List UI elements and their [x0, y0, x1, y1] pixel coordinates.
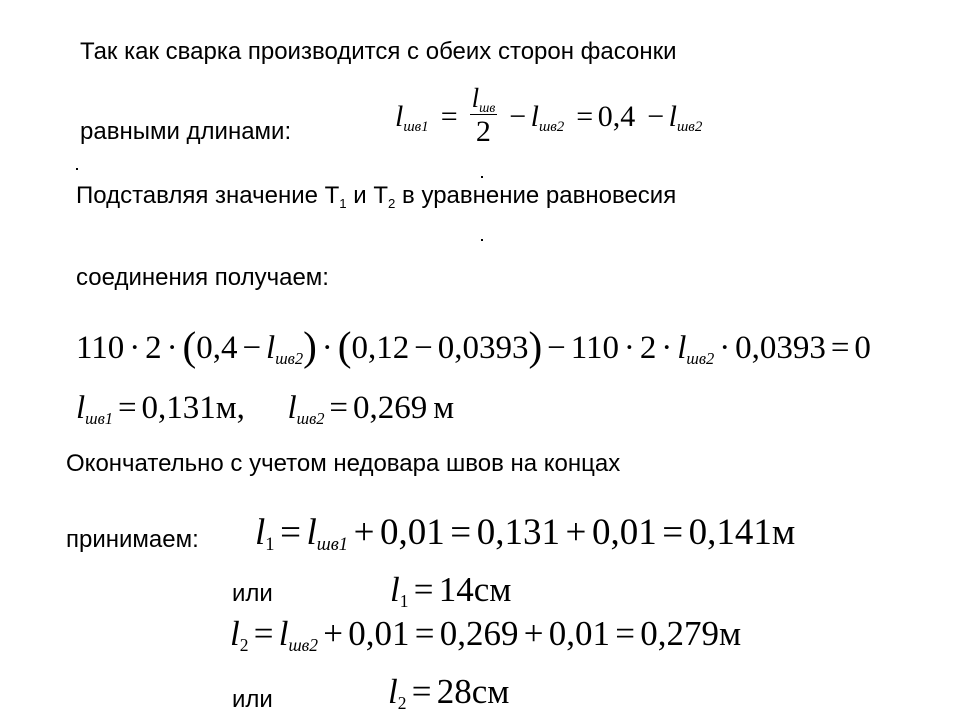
eq2-c2: 0,12 [351, 330, 410, 366]
text-line-3-post: в уравнение равновесия [395, 182, 677, 209]
eq2-dot2: · [166, 330, 178, 366]
eq2-paren-close: ) [303, 323, 317, 370]
eq1-fraction [470, 85, 498, 147]
eq1-const: 0,4 [597, 99, 636, 133]
eq3-v2: 0,269 [352, 390, 428, 426]
equation-2 [76, 323, 871, 370]
text-line-4: соединения получаем: [76, 264, 329, 291]
eq6-res: 0,279 [640, 614, 720, 653]
equation-6 [230, 614, 742, 656]
equation-4 [255, 512, 796, 556]
eq6-s: 2 [239, 635, 249, 656]
eq4-l: l [255, 512, 266, 553]
eq2-minus: − [242, 330, 262, 366]
eq3-equals: = [117, 390, 137, 426]
eq2-dot: · [129, 330, 141, 366]
text-line-2: равными длинами: [80, 118, 292, 145]
eq5-val: 14см [438, 570, 512, 609]
dot-marker [76, 168, 78, 170]
eq4-v2: 0,01 [591, 512, 657, 553]
eq4-plus2: + [565, 512, 587, 553]
eq3-l: l [76, 390, 86, 426]
eq6-plus: + [323, 614, 344, 653]
text-line-3-sub2: 2 [388, 195, 396, 211]
eq6-equals2: = [414, 614, 435, 653]
eq2-paren-close2: ) [528, 323, 543, 370]
text-line-1: Так как сварка производится с обеих сторон фасонки [80, 38, 677, 65]
text-line-3-pre: Подставляя значение Т [76, 182, 340, 209]
equation-3 [76, 390, 455, 428]
eq2-l: l [266, 330, 276, 366]
eq4-s1: 1 [265, 535, 275, 556]
equation-5 [390, 570, 512, 612]
eq7-equals: = [411, 672, 432, 711]
eq4-add: 0,01 [380, 512, 445, 553]
text-line-3-sub1: 1 [339, 195, 347, 211]
eq2-paren-open: ( [182, 323, 197, 370]
eq1-l3: l [668, 99, 677, 133]
eq4-unit: м [771, 512, 796, 553]
eq2-d: 110 [570, 330, 619, 366]
eq3-v1: 0,131м, [141, 390, 245, 426]
eq2-dot3: · [321, 330, 333, 366]
eq1-equals: = [440, 99, 458, 133]
eq4-equals: = [280, 512, 301, 553]
eq3-equals2: = [329, 390, 349, 426]
eq1-denominator: 2 [475, 115, 491, 148]
eq2-sub2: шв2 [686, 348, 715, 368]
eq6-plus2: + [523, 614, 544, 653]
eq3-unit: м [433, 390, 455, 426]
eq4-v1: 0,131 [476, 512, 560, 553]
eq5-l: l [390, 570, 400, 609]
eq3-sub1: шв1 [85, 408, 114, 428]
equation-1 [395, 83, 703, 150]
eq6-sub: шв2 [288, 635, 319, 656]
eq6-l2: l [278, 614, 289, 653]
eq2-minus3: − [547, 330, 566, 366]
eq6-equals: = [253, 614, 274, 653]
eq2-e: 2 [639, 330, 657, 366]
eq2-equals: = [830, 330, 850, 366]
eq5-equals: = [413, 570, 434, 609]
eq1-sub1: шв1 [403, 119, 429, 136]
eq4-sub: шв1 [316, 535, 349, 556]
eq2-a: 110 [76, 330, 125, 366]
eq4-plus: + [353, 512, 375, 553]
eq2-paren-open2: ( [337, 323, 352, 370]
eq6-v2: 0,01 [548, 614, 611, 653]
eq1-num-sub: шв [479, 99, 496, 115]
text-line-3 [76, 182, 677, 211]
eq1-minus: − [509, 99, 527, 133]
eq1-numerator [470, 85, 498, 115]
eq2-c1: 0,4 [196, 330, 238, 366]
eq2-dot5: · [661, 330, 673, 366]
text-or-2: или [232, 686, 273, 713]
eq2-c3: 0,0393 [437, 330, 529, 366]
eq1-num-l: l [471, 83, 480, 113]
eq6-unit: м [719, 614, 742, 653]
eq7-val: 28см [436, 672, 510, 711]
eq2-zero: 0 [854, 330, 871, 366]
eq1-equals2: = [576, 99, 594, 133]
eq1-sub2: шв2 [538, 119, 565, 136]
eq6-l: l [230, 614, 240, 653]
eq1-l2: l [530, 99, 539, 133]
text-line-6: принимаем: [66, 526, 199, 553]
eq2-sub: шв2 [275, 348, 304, 368]
eq2-l2: l [677, 330, 687, 366]
eq4-l2: l [306, 512, 317, 553]
eq1-minus2: − [647, 99, 665, 133]
eq2-dot6: · [719, 330, 731, 366]
eq3-l2: l [287, 390, 297, 426]
eq6-add: 0,01 [348, 614, 410, 653]
eq1-sub3: шв2 [676, 119, 703, 136]
dot-marker [481, 176, 483, 178]
eq6-v1: 0,269 [439, 614, 519, 653]
eq7-s: 2 [397, 693, 407, 714]
eq2-f: 0,0393 [735, 330, 826, 366]
equation-7 [388, 672, 510, 714]
eq4-equals2: = [450, 512, 472, 553]
eq2-dot4: · [623, 330, 635, 366]
eq7-l: l [388, 672, 398, 711]
text-line-5: Окончательно с учетом недовара швов на концах [66, 450, 621, 477]
eq4-res: 0,141 [688, 512, 772, 553]
eq5-s: 1 [399, 591, 409, 612]
eq2-b: 2 [145, 330, 162, 366]
eq1-l: l [395, 99, 404, 133]
eq2-minus2: − [414, 330, 433, 366]
text-or-1: или [232, 580, 273, 607]
eq4-equals3: = [662, 512, 684, 553]
dot-marker [481, 239, 483, 241]
eq6-equals3: = [615, 614, 636, 653]
eq3-sub2: шв2 [296, 408, 325, 428]
text-line-3-mid: и Т [346, 182, 389, 209]
